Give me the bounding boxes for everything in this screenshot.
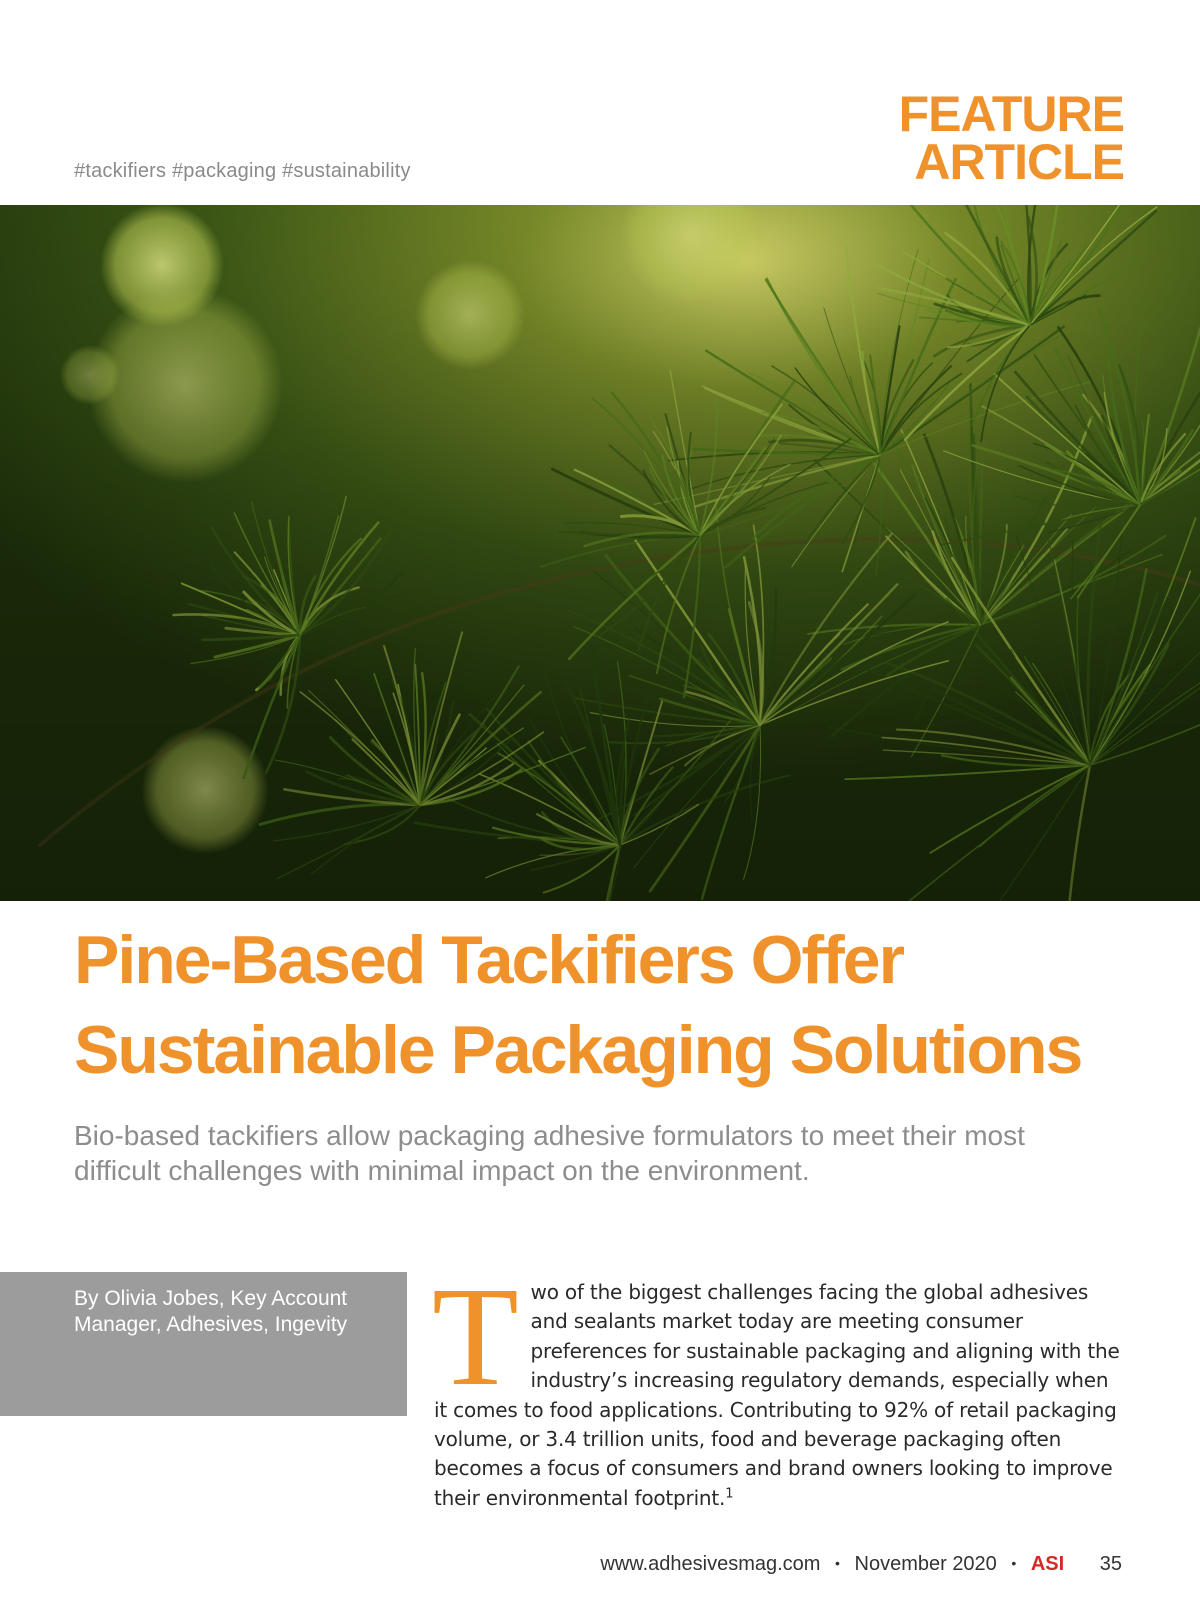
- page-footer: [600, 1553, 1122, 1576]
- byline: By Olivia Jobes, Key Account Manager, Adhesives, Ingevity: [74, 1287, 348, 1336]
- article-title-line1: Pine-Based Tackifiers Offer: [74, 922, 904, 998]
- article-deck: Bio-based tackifiers allow packaging adhesive formulators to meet their most difficult challenges with minimal impact on the environment.: [74, 1120, 1025, 1186]
- drop-cap: T: [432, 1257, 519, 1415]
- article-body-text: wo of the biggest challenges facing the global adhesives and sealants market today are meeting consumer preferences for sustainable packaging and aligning with the industry’s increasing regulatory demands, especially when it comes to food applications. Contributing to 92% of retail packaging volume, or 3.4 trillion units, food and beverage packaging often becomes a focus of consumers and brand owners looking to improve their environmental footprint.: [434, 1280, 1120, 1510]
- hashtags: #tackifiers #packaging #sustainability: [74, 160, 411, 182]
- byline-box: [0, 1272, 407, 1416]
- article-title: [74, 915, 1134, 1095]
- hero-image: [0, 205, 1200, 901]
- section-label: [898, 86, 1124, 190]
- footer-separator: •: [1011, 1555, 1017, 1571]
- footer-brand: ASI: [1030, 1553, 1065, 1575]
- article-title-line2: Sustainable Packaging Solutions: [74, 1012, 1082, 1088]
- page-number: 35: [1099, 1553, 1122, 1575]
- footnote-ref: 1: [725, 1486, 734, 1502]
- article-body: [432, 1257, 1124, 1513]
- section-label-line2: ARTICLE: [914, 134, 1124, 190]
- footer-separator: •: [835, 1555, 840, 1571]
- footer-issue: November 2020: [854, 1553, 997, 1575]
- section-label-line1: FEATURE: [898, 86, 1124, 142]
- footer-website: www.adhesivesmag.com: [600, 1553, 821, 1575]
- pine-needles-photo: [0, 205, 1200, 901]
